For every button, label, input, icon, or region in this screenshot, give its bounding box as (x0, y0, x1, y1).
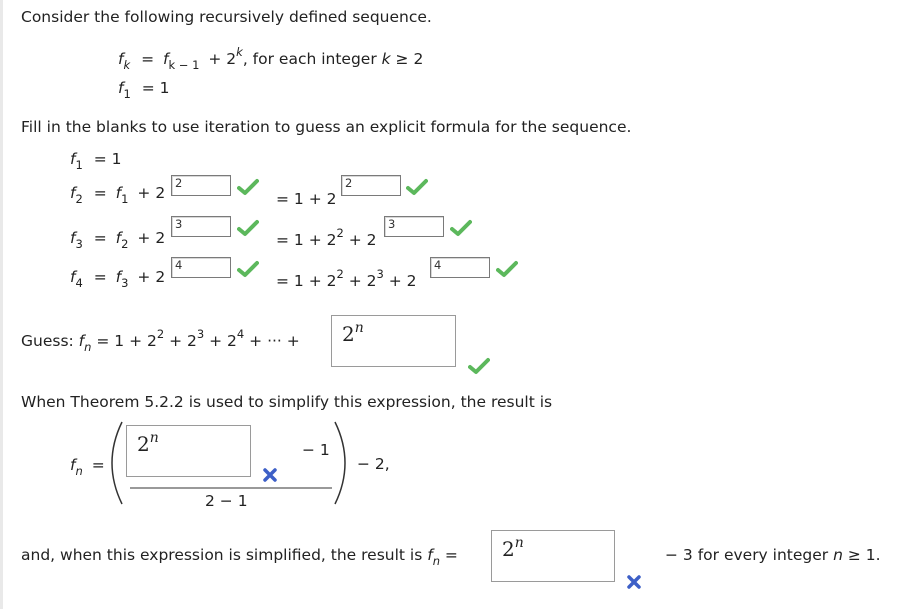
def-k2: k (381, 50, 391, 68)
check-icon (406, 178, 428, 196)
definition-line-2 (118, 79, 170, 101)
row2-prev-sub: 1 (121, 192, 129, 206)
row2-rhs: = 1 + 2 (276, 190, 337, 208)
row3-blank1-input[interactable] (171, 216, 231, 237)
final-tail-a: − 3 for every integer (665, 546, 834, 564)
row2-blank2-input[interactable] (341, 175, 401, 196)
check-icon (237, 178, 259, 196)
simplified-answer-input[interactable] (126, 425, 251, 477)
final-f: f (427, 546, 433, 564)
iter-row-4-lhs: $f_4 = f_3 + 2$ (70, 268, 166, 290)
guess-expr-c: + 2 (204, 332, 237, 350)
final-text-a: and, when this expression is simplified, the result is (21, 546, 428, 564)
check-icon (496, 260, 518, 278)
row4-plus: + 2 (137, 268, 166, 286)
cross-icon (262, 467, 278, 483)
cross-icon (626, 574, 642, 590)
row3-rhs-exp: 2 (336, 226, 344, 240)
row4-sub: 4 (75, 276, 83, 290)
row4-blank2-value: 4 (434, 258, 442, 272)
check-icon (237, 219, 259, 237)
simp-eq: = (91, 456, 105, 474)
simp-sub: n (75, 464, 83, 478)
row3-blank1-value: 3 (175, 217, 183, 231)
row4-rhs-exp2: 3 (376, 267, 384, 281)
guess-answer-value: 2$^n$ (342, 320, 364, 346)
final-tail (665, 546, 881, 564)
final-tail-n: n (833, 546, 843, 564)
iter-f1-f: f (70, 150, 76, 168)
instruction-text: Fill in the blanks to use iteration to guess an explicit formula for the sequence. (21, 118, 632, 136)
def-rhs-sub: k − 1 (168, 58, 200, 72)
row3-blank2-value: 3 (388, 217, 396, 231)
row4-rhs-mid: + 2 (343, 272, 377, 290)
simplified-tail: − 2, (357, 455, 390, 473)
def-eq: = (141, 50, 155, 68)
row3-rhs-mid: + 2 (343, 231, 377, 249)
theorem-text: When Theorem 5.2.2 is used to simplify this expression, the result is (21, 393, 553, 411)
guess-answer-input[interactable] (331, 315, 456, 367)
guess-e3: 3 (196, 327, 205, 341)
simplified-answer-value: 2$^n$ (137, 430, 159, 456)
guess-expr-a: = 1 + 2 (91, 332, 157, 350)
def2-rest: = 1 (141, 79, 170, 97)
guess-expr-d: + ··· + (244, 332, 300, 350)
iter-row-2-lhs: $f_2 = f_1 + 2$ (70, 184, 166, 206)
def-exp: k (236, 45, 243, 59)
row3-plus: + 2 (137, 229, 166, 247)
row2-sub: 2 (75, 192, 83, 206)
final-sub: n (432, 554, 440, 568)
guess-e4: 4 (236, 327, 245, 341)
def-plus: + 2 (208, 50, 237, 68)
guess-e2: 2 (156, 327, 165, 341)
row3-rhs (276, 226, 377, 249)
left-border (0, 0, 3, 609)
row2-blank1-value: 2 (175, 176, 183, 190)
simp-f: f (70, 456, 76, 474)
check-icon (237, 260, 259, 278)
row3-rhs-a: = 1 + 2 (276, 231, 337, 249)
final-answer-value: 2$^n$ (502, 535, 524, 561)
row4-blank1-value: 4 (175, 258, 183, 272)
row4-blank2-input[interactable] (430, 257, 490, 278)
row4-rhs (276, 267, 417, 290)
guess-line (21, 327, 300, 354)
iter-f1-sub: 1 (75, 158, 83, 172)
check-icon (450, 219, 472, 237)
row3-sub: 3 (75, 237, 83, 251)
row4-rhs-exp: 2 (336, 267, 344, 281)
simplified-denominator: 2 − 1 (205, 492, 248, 510)
row4-rhs-mid2: + 2 (383, 272, 417, 290)
iter-row-3-lhs: $f_3 = f_2 + 2$ (70, 229, 166, 251)
def2-sub: 1 (123, 87, 131, 101)
row4-prev-sub: 3 (121, 276, 129, 290)
iter-f1-rest: = 1 (93, 150, 122, 168)
final-tail-b: ≥ 1. (842, 546, 881, 564)
row3-eq: = (93, 229, 107, 247)
final-line (21, 546, 458, 568)
definition-line-1 (118, 45, 424, 72)
def2-f: f (118, 79, 124, 97)
def-k: k (123, 58, 131, 72)
def-cond: ≥ 2 (390, 50, 424, 68)
row4-eq: = (93, 268, 107, 286)
def-rhs-f: f (163, 50, 169, 68)
def-f: f (118, 50, 124, 68)
row2-eq: = (93, 184, 107, 202)
final-answer-input[interactable] (491, 530, 615, 582)
guess-expr-b: + 2 (164, 332, 197, 350)
row2-blank1-input[interactable] (171, 175, 231, 196)
final-eq: = (440, 546, 458, 564)
row2-plus: + 2 (137, 184, 166, 202)
row3-prev-sub: 2 (121, 237, 129, 251)
iter-f1 (70, 150, 122, 172)
intro-text: Consider the following recursively defined sequence. (21, 8, 432, 26)
row4-rhs-a: = 1 + 2 (276, 272, 337, 290)
guess-f: f (78, 332, 85, 350)
check-icon (468, 357, 490, 375)
guess-sub: n (84, 340, 92, 354)
row4-blank1-input[interactable] (171, 257, 231, 278)
simplified-minus-one: − 1 (302, 441, 330, 459)
def-tail: , for each integer (242, 50, 382, 68)
row2-blank2-value: 2 (345, 176, 353, 190)
guess-label: Guess: (21, 332, 79, 350)
row3-blank2-input[interactable] (384, 216, 444, 237)
